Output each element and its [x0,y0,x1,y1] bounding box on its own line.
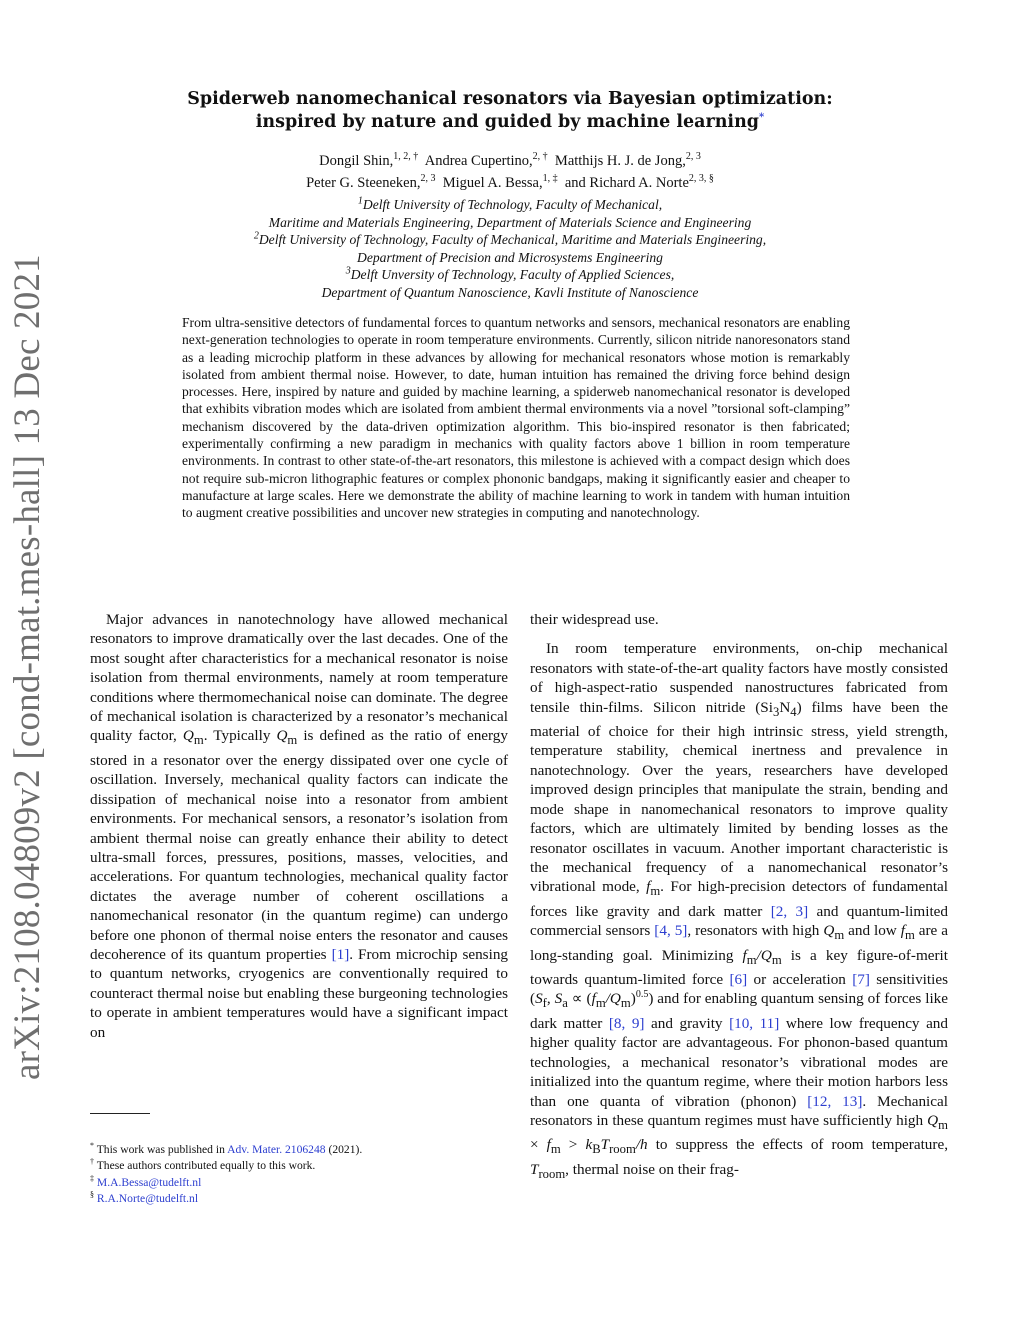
footnote-divider [90,1113,150,1114]
citation-link[interactable]: [10, 11] [729,1014,780,1032]
citation-link[interactable]: [1] [331,945,350,963]
body-left-column [90,610,508,1042]
author-name: and Richard A. Norte [564,175,689,191]
citation-link[interactable]: [6] [729,971,748,989]
footnote: † These authors contributed equally to this work. [90,1157,316,1173]
citation-link[interactable]: [8, 9] [608,1014,645,1032]
author-name: Miguel A. Bessa, [442,175,543,191]
author-name: Peter G. Steeneken, [306,175,421,191]
title-line-1: Spiderweb nanomechanical resonators via Bayesian optimization: [187,89,833,109]
footnotes [90,1142,508,1208]
paper-title [160,88,860,134]
paragraph: their widespread use. [530,611,659,628]
arxiv-identifier: arXiv:2108.04809v2 [cond-mat.mes-hall] 13 Dec 2021 [7,254,48,1080]
journal-link[interactable]: Adv. Mater. 2106248 [227,1143,326,1156]
footnote: § R.A.Norte@tudelft.nl [90,1190,199,1206]
author-name: Matthijs H. J. de Jong, [554,153,686,169]
email-link[interactable]: M.A.Bessa@tudelft.nl [96,1175,202,1189]
affiliations: $^1$Delft University of Technology, Faculty of Mechanical, Maritime and Materials Engineering, Department of Materials Science and Engineering $^2$Delft University of Technology, Faculty of Mechanical, Maritime and Materials Engineering, Department of Precision and Microsystems Engineering $^3$Delft Unversity of Technology, Faculty of Applied Sciences, Department of Quantum Nanoscience, Kavli Institute of Nanoscience [253,195,767,300]
paragraph: In room temperature environments, on-chip mechanical resonators with state-of-the-art quality factors have mostly consisted of high-aspect-ratio suspended nanostructures fabricated from tensile thin-films. Silicon nitride $(Si_3N_4)$ films have been the material of choice for their high intrinsic stress, yield strength, temperature stability, chemical inertness and prevalence in nanotechnology. Over the years, researchers have developed improved design principles that manipulate the strain, bending and mode shape in nanomechanical resonators to improve quality factors, which are ultimately limited by bending losses as the resonator oscillates in vacuum. Another important characteristic is the mechanical frequency of a nanomechanical resonator’s vibrational mode, $f_m$. For high-precision detectors of fundamental forces like gravity and dark matter [2, 3] and quantum-limited commercial sensors [4, 5], resonators with high $Q_m$ and low $f_m$ are a long-standing goal. Minimizing $f_m/Q_m$ is a key figure-of-merit towards quantum-limited force [6] or acceleration [7] sensitivities ($S_f$, $S_a \propto (f_m/Q_m)^{0.5}$) and for enabling quantum sensing of forces like dark matter [8, 9] and gravity [10, 11] where low frequency and higher quality factor are advantageous. For phonon-based quantum technologies, a mechanical resonator’s vibrational modes are initialized into the quantum regime, where their motion harbors less than one quanta of vibration (phonon) [12, 13]. Mechanical resonators in these quantum regimes must have sufficiently high $Q_m \times f_m > k_BT_{room}/h$ to suppress the effects of room temperature, $T_{room}$, thermal noise on their frag- [530,640,949,1181]
citation-link[interactable]: [7] [852,971,870,989]
abstract: From ultra-sensitive detectors of fundamental forces to quantum networks and sensors, mechanical resonators are enabling next-generation technologies to operate in room temperature environments. Currently, silicon nitride nanoresonators stand as a leading microchip platform in these advances by allowing for mechanical resonators whose motion is remarkably isolated from ambient thermal noise. However, to date, human intuition has remained the driving force behind design processes. Here, inspired by nature and guided by machine learning, a spiderweb nanomechanical resonator is developed that exhibits vibration modes which are isolated from ambient thermal environments via a novel ”torsional soft-clamping” mechanism discovered by the data-driven optimization algorithm. This bio-inspired resonator is then fabricated; experimentally confirming a new paradigm in mechanics with quality factors above 1 billion in room temperature environments. In contrast to other state-of-the-art resonators, this milestone is achieved with a compact design which does not require sub-micron lithographic features or complex phononic bandgaps, making it significantly easier and cheaper to manufacture at large scales. Here we demonstrate the ability of machine learning to work in tandem with human intuition to augment creative possibilities and uncover new strategies in computing and nanotechnology. [182,315,850,521]
citation-link[interactable]: [4, 5] [654,922,688,940]
footnote: * This work was published in Adv. Mater. 2106248 (2021). [90,1141,363,1156]
author-name: Dongil Shin, [319,153,394,169]
title-line-2: inspired by nature and guided by machine learning* [255,112,765,132]
title-footnote-link[interactable]: * [759,112,765,124]
citation-link[interactable]: [12, 13] [807,1092,863,1110]
footnote: ‡ M.A.Bessa@tudelft.nl [90,1173,202,1189]
author-name: Andrea Cupertino, [424,153,533,169]
body-right-column [530,610,948,1184]
citation-link[interactable]: [2, 3] [770,902,809,920]
email-link[interactable]: R.A.Norte@tudelft.nl [96,1192,199,1206]
author-list: Dongil Shin,$^{1, 2, \dagger}$ Andrea Cupertino,$^{2, \dagger}$ Matthijs H. J. de Jong,$^{2, 3}$ Peter G. Steeneken,$^{2, 3}$ Miguel A. Bessa,$^{1, \ddagger}$ and Richard A. Norte$^{2, 3, \S}$ [306,151,714,191]
paragraph: Major advances in nanotechnology have allowed mechanical resonators to improve dramatically over the last decades. One of the most sought after characteristics for a mechanical resonator is noise isolation from thermal environments, namely at room temperature conditions where thermomechanical noise can dominate. The degree of mechanical isolation is characterized by a resonator’s mechanical quality factor, $Q_m$. Typically $Q_m$ is defined as the ratio of energy stored in a resonator over the energy dissipated over one cycle of oscillation. Inversely, mechanical quality factors can indicate the dissipation of mechanical noise into a resonator from ambient environments. For mechanical sensors, a resonator’s isolation from ambient thermal noise can greatly enhance their ability to detect ultra-small forces, pressures, positions, masses, velocities, and accelerations. For quantum technologies, mechanical quality factor dictates the average number of coherent oscillations a nanomechanical resonator (in the quantum regime) can undergo before one phonon of thermal noise enters the resonator and causes decoherence of its quantum properties [1]. From microchip sensing to quantum networks, cryogenics are conventionally required to counteract thermal noise but enabling these burgeoning technologies to operate in ambient temperatures would have a significant impact on [90,611,509,1041]
